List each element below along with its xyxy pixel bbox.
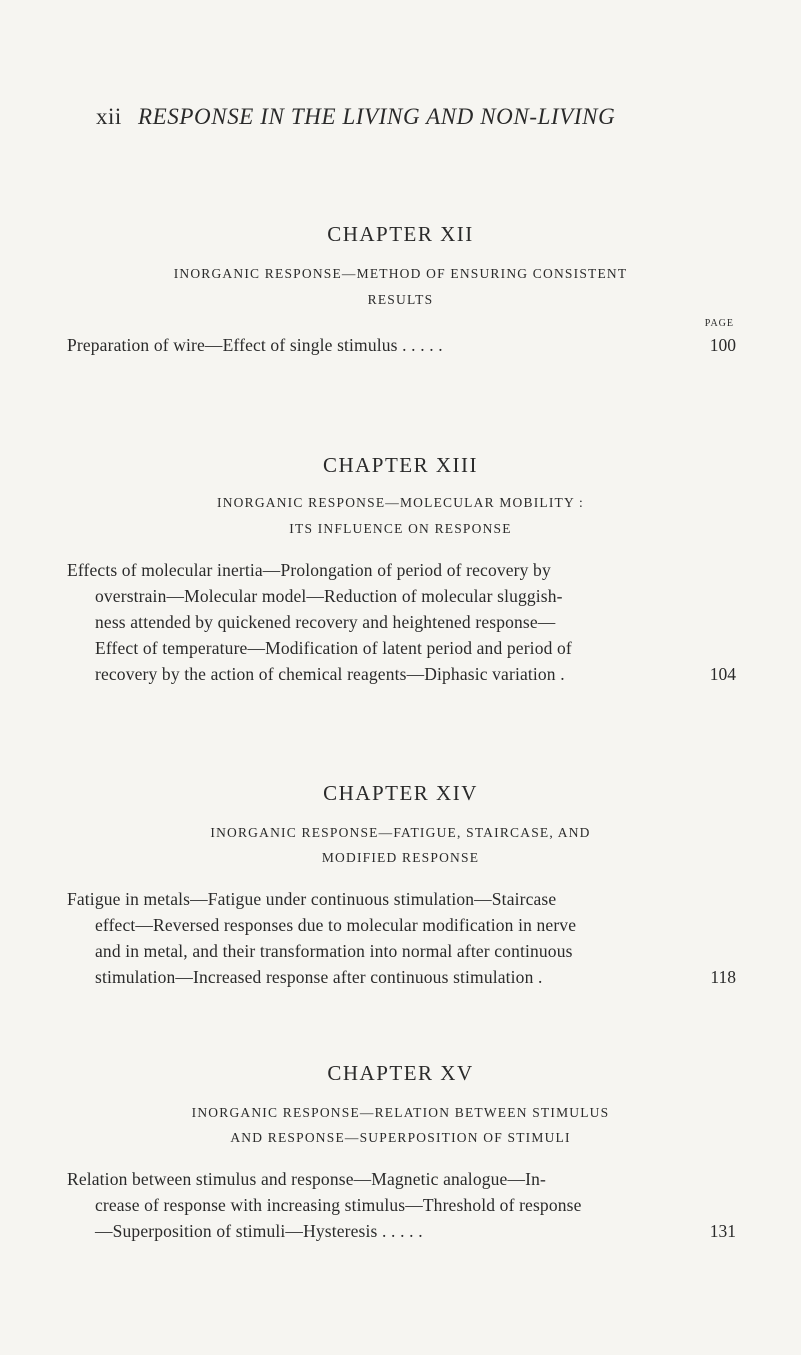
chapter-heading: CHAPTER XIV [323, 781, 478, 805]
chapter-heading: CHAPTER XIII [322, 453, 479, 477]
contents-line: crease of response with increasing stimulus—Threshold of response [95, 1195, 582, 1215]
chapter-subtitle-line: ITS INFLUENCE ON RESPONSE [289, 521, 512, 536]
contents-line: ness attended by quickened recovery and heightened response— [95, 612, 556, 632]
contents-line: and in metal, and their transformation into normal after continuous [95, 941, 573, 961]
chapter-subtitle-line: INORGANIC RESPONSE—METHOD OF ENSURING CONSISTENT [173, 266, 628, 281]
chapter-subtitle-line: RESULTS [367, 292, 434, 307]
chapter-subtitle-line: INORGANIC RESPONSE—RELATION BETWEEN STIMULUS [191, 1105, 610, 1120]
chapter-heading: CHAPTER XV [327, 1061, 474, 1085]
contents-line: stimulation—Increased response after continuous stimulation . [95, 967, 543, 987]
page-number: 104 [709, 664, 736, 684]
chapter-subtitle-line: AND RESPONSE—SUPERPOSITION OF STIMULI [230, 1130, 571, 1145]
contents-line: Preparation of wire—Effect of single stimulus . . . . . [67, 335, 443, 355]
contents-line: effect—Reversed responses due to molecular modification in nerve [95, 915, 577, 935]
chapter-subtitle-line: MODIFIED RESPONSE [321, 850, 480, 865]
chapter-subtitle-line: INORGANIC RESPONSE—FATIGUE, STAIRCASE, AND [210, 825, 591, 840]
chapter-subtitle-line: INORGANIC RESPONSE—MOLECULAR MOBILITY : [217, 495, 584, 510]
contents-line: recovery by the action of chemical reagents—Diphasic variation . [95, 664, 565, 684]
contents-line: Fatigue in metals—Fatigue under continuous stimulation—Staircase [67, 889, 557, 909]
contents-line: —Superposition of stimuli—Hysteresis . . . . . [95, 1221, 423, 1241]
contents-line: Relation between stimulus and response—Magnetic analogue—In- [67, 1169, 546, 1189]
contents-line: Effects of molecular inertia—Prolongation of period of recovery by [67, 560, 551, 580]
page-number: 118 [710, 967, 736, 987]
contents-line: overstrain—Molecular model—Reduction of molecular sluggish- [95, 586, 563, 606]
page-number: 100 [709, 335, 736, 355]
chapter-heading: CHAPTER XII [327, 222, 474, 246]
page-folio: xii [96, 104, 122, 129]
page-column-label: PAGE [704, 318, 734, 329]
page-number: 131 [709, 1221, 736, 1241]
running-head [96, 104, 736, 140]
contents-line: Effect of temperature—Modification of latent period and period of [95, 638, 572, 658]
running-head-title: RESPONSE IN THE LIVING AND NON-LIVING [138, 104, 616, 129]
